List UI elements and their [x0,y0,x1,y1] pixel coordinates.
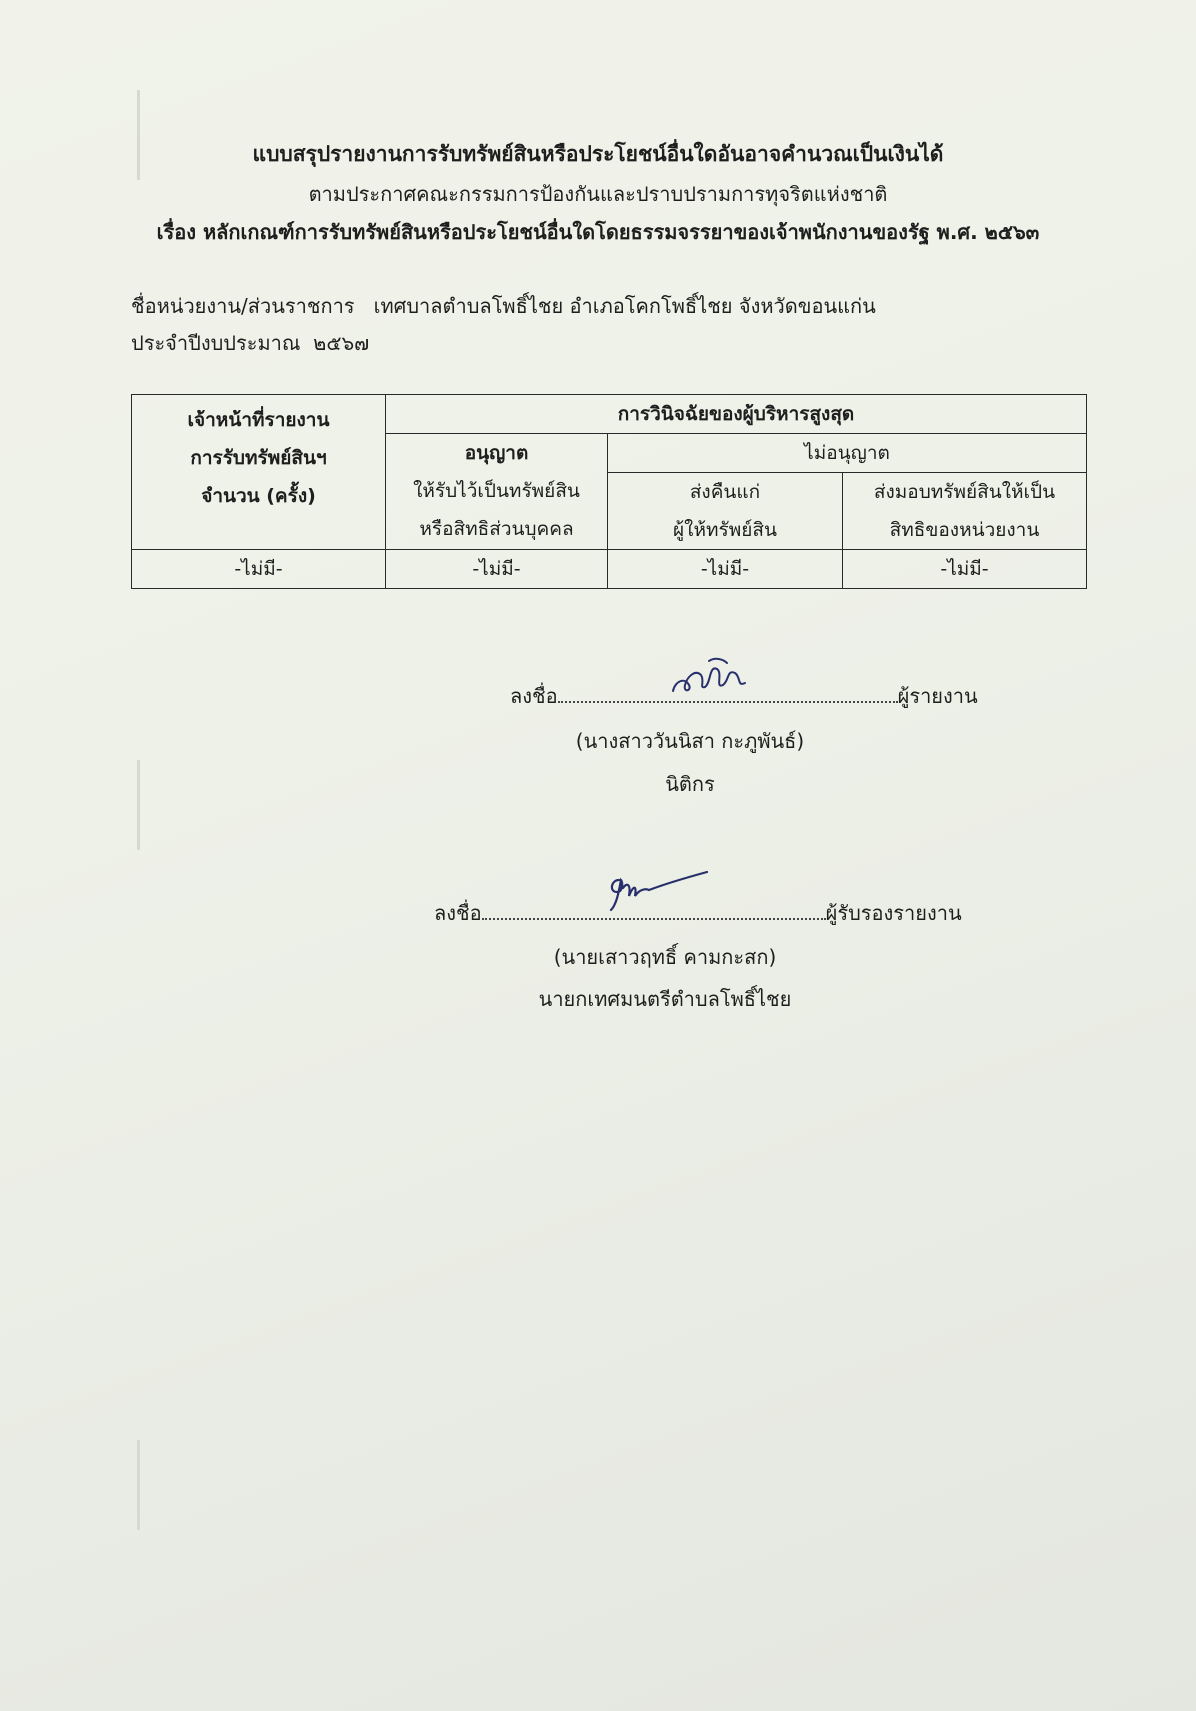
agency-line [131,290,876,322]
agency-value: เทศบาลตำบลโพธิ์ไชย อำเภอโคกโพธิ์ไชย จังหวัดขอนแก่น [373,294,876,318]
header-text: ส่งมอบทรัพย์สินให้เป็น [873,481,1056,503]
deny-header: ไม่อนุญาต [608,434,1087,473]
document-subject: เรื่อง หลักเกณฑ์การรับทรัพย์สินหรือประโยชน์อื่นใดโดยธรรมจรรยาของเจ้าพนักงานของรัฐ พ.ศ. ๒๕๖๓ [156,220,1040,244]
sign-label: ลงชื่อ [510,684,558,708]
paper-binding-mark [137,760,140,850]
header-text: หรือสิทธิส่วนบุคคล [419,518,574,540]
certifier-name: (นายเสาวฤทธิ์ คามกะสก) [553,945,777,969]
reporter-name: (นางสาววันนิสา กะภูพันธ์) [575,729,805,753]
allow-header [386,434,608,550]
summary-table [131,394,1087,589]
header-text: การรับทรัพย์สินฯ [190,447,327,469]
header-text: ผู้ให้ทรัพย์สิน [673,519,777,541]
agency-label: ชื่อหน่วยงาน/ส่วนราชการ [131,294,355,318]
paper-binding-mark [137,1440,140,1530]
sign-label: ลงชื่อ [434,901,482,925]
certifier-signature [605,868,715,918]
header-text: เจ้าหน้าที่รายงาน [187,409,330,431]
decision-header: การวินิจฉัยของผู้บริหารสูงสุด [386,395,1087,434]
document-subtitle: ตามประกาศคณะกรรมการป้องกันและปราบปรามการทุจริตแห่งชาติ [308,182,888,206]
transfer-header [843,473,1087,550]
reporter-position: นิติกร [665,772,715,796]
certifier-role: ผู้รับรองรายงาน [825,901,962,925]
table-cell: -ไม่มี- [386,550,608,589]
header-text: จำนวน (ครั้ง) [201,485,316,507]
table-cell: -ไม่มี- [608,550,843,589]
reporter-role: ผู้รายงาน [897,684,978,708]
table-cell: -ไม่มี- [132,550,386,589]
return-header [608,473,843,550]
header-text: สิทธิของหน่วยงาน [889,519,1040,541]
header-text: อนุญาต [464,442,529,464]
header-text: ส่งคืนแก่ [689,481,761,503]
header-text: ให้รับไว้เป็นทรัพย์สิน [413,480,580,502]
reporter-signature [665,655,765,700]
certifier-position: นายกเทศมนตรีตำบลโพธิ์ไชย [538,987,792,1011]
fiscal-year: ประจำปีงบประมาณ ๒๕๖๗ [131,331,370,355]
document-title: แบบสรุปรายงานการรับทรัพย์สินหรือประโยชน์อื่นใดอันอาจคำนวณเป็นเงินได้ [252,142,944,166]
table-cell: -ไม่มี- [843,550,1087,589]
reporter-count-header [132,395,386,550]
table-row [132,550,1087,589]
